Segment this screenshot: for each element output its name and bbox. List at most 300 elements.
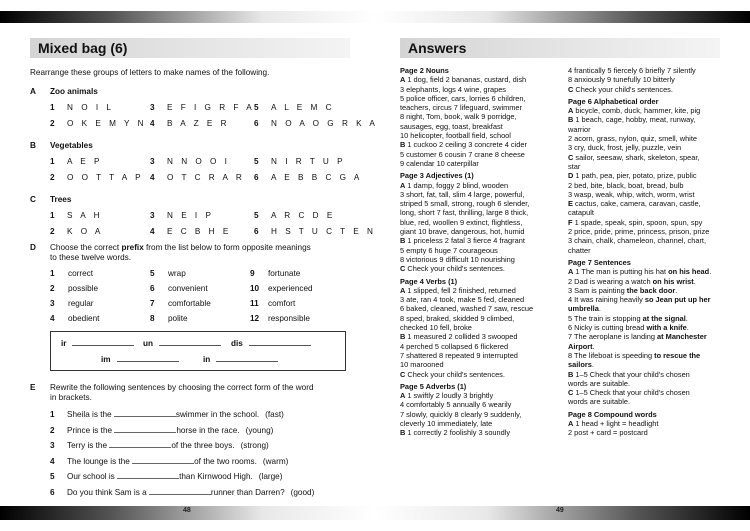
item-number: 6 — [254, 227, 259, 236]
answer-part-letter: C — [568, 84, 574, 94]
answer-part-letter: A — [568, 106, 574, 116]
answer-text: 8 victorious 9 difficult 10 nourishing — [400, 254, 515, 264]
answer-line — [400, 190, 556, 199]
answer-line — [568, 125, 720, 134]
answer-bold: so Jean put up her — [644, 295, 711, 305]
section-b — [30, 141, 363, 189]
answer-heading: Page 3 Adjectives (1) — [400, 171, 474, 181]
answer-text: 10 helicopter, football field, school — [400, 131, 511, 141]
answer-line — [568, 162, 720, 171]
answer-line — [568, 428, 720, 437]
sentence-start: Do you think Sam is a — [67, 487, 149, 497]
letters: O O T T A P — [67, 173, 144, 182]
answer-text: Check your child's sentences. — [405, 264, 505, 274]
answer-line — [400, 332, 556, 341]
answer-line — [400, 199, 556, 208]
answer-text: 5 empty 6 huge 7 courageous — [400, 245, 498, 255]
prefix-line — [249, 338, 311, 346]
answer-text: 4 perched 5 collapsed 6 flickered — [400, 341, 509, 351]
item-number: 5 — [50, 472, 55, 481]
answer-text: cleverly 10 immediately, late — [400, 418, 493, 428]
letters: N N O O I — [167, 157, 230, 166]
answer-text: long, short 7 fast, thrilling, large 8 thick, — [400, 208, 529, 218]
item-number: 4 — [50, 314, 55, 323]
letters: S A H — [67, 211, 103, 220]
answer-part-letter: C — [568, 152, 574, 162]
hint-word: (warm) — [262, 456, 289, 466]
instruction: Rewrite the following sentences by choosing the correct form of the word — [50, 383, 314, 392]
sentence-start: The lounge is the — [67, 456, 133, 466]
answer-text: 1 cuckoo 2 ceiling 3 concrete 4 cider — [405, 140, 527, 150]
item-number: 5 — [254, 157, 259, 166]
answer-text: 1 path, pea, pier, potato, prize, public — [573, 171, 697, 181]
answer-text: star — [568, 161, 581, 171]
answer-text: 4 comfortably 5 annually 6 wearily — [400, 400, 512, 410]
answer-heading: Page 2 Nouns — [400, 66, 449, 75]
answer-line — [568, 360, 720, 369]
answer-line — [568, 323, 720, 332]
answer-text: checked 10 fell, broke — [400, 323, 472, 333]
answer-heading: Page 6 Alphabetical order — [568, 96, 659, 106]
answer-line — [568, 267, 720, 276]
answer-line — [568, 106, 720, 115]
answer-bold: umbrella — [568, 304, 599, 314]
section-title: Vegetables — [50, 141, 93, 150]
answer-line — [400, 103, 556, 112]
item-number: 3 — [150, 103, 155, 112]
instruction-cont: in brackets. — [50, 393, 92, 402]
answer-line — [568, 419, 720, 428]
sentence-end: runner than Darren? — [210, 487, 285, 497]
prefix-dis — [231, 338, 311, 348]
answer-text: 6 Nicky is cutting bread — [568, 323, 647, 333]
bottom-bar — [0, 506, 750, 520]
item-number: 5 — [254, 211, 259, 220]
answer-part-letter: C — [400, 264, 406, 274]
answer-heading: Page 7 Sentences — [568, 257, 631, 267]
answer-line — [568, 342, 720, 351]
answer-part-letter: B — [400, 140, 406, 150]
word: possible — [68, 284, 99, 293]
answers-title: Answers — [408, 40, 467, 56]
prefix-line — [117, 354, 179, 362]
word: responsible — [268, 314, 310, 323]
answer-line — [400, 286, 556, 295]
letters: K O A — [67, 227, 104, 236]
answer-text: 8 The lifeboat is speeding — [568, 350, 655, 360]
section-letter: B — [30, 141, 36, 150]
item-number: 6 — [50, 487, 55, 497]
item-number: 3 — [50, 441, 55, 450]
section-c — [30, 195, 376, 243]
answer-bold: sailors — [568, 360, 592, 370]
sentence-start: Sheila is the — [67, 410, 114, 419]
answer-text: 1–5 Check that your child's chosen — [573, 388, 690, 398]
answer-part-letter: E — [568, 199, 573, 209]
answer-text: 1 swiftly 2 loudly 3 brightly — [405, 391, 494, 401]
item-number: 1 — [50, 211, 55, 220]
answer-line — [400, 419, 556, 428]
word: regular — [68, 299, 94, 308]
answer-line — [568, 75, 720, 84]
answer-part-letter: A — [400, 285, 406, 295]
answer-part-letter: B — [400, 428, 406, 438]
answer-line — [400, 295, 556, 304]
answer-blank — [109, 440, 171, 448]
item-number: 3 — [150, 211, 155, 220]
item-number: 10 — [250, 284, 260, 293]
answer-line — [568, 85, 720, 94]
sentence-end: of the two rooms. — [194, 456, 257, 466]
answer-part-letter: F — [568, 217, 573, 227]
sentence-start: Terry is the — [67, 441, 110, 450]
answer-part-letter: B — [400, 236, 406, 246]
item-number: 1 — [50, 269, 55, 278]
answer-text: 1 correctly 2 foolishly 3 soundly — [405, 428, 511, 438]
answer-text: 1 slipped, fell 2 finished, returned — [405, 285, 516, 295]
left-page — [30, 38, 378, 497]
section-a — [30, 87, 378, 135]
sentence-2 — [50, 425, 273, 435]
answer-text: 1 priceless 2 fatal 3 fierce 4 fragrant — [405, 236, 525, 246]
section-letter: A — [30, 87, 36, 96]
hint-word: (young) — [245, 425, 274, 435]
sentence-end: of the three boys. — [171, 441, 235, 450]
answer-bold: with a knife — [646, 323, 687, 333]
answer-line — [568, 66, 720, 75]
answer-text: words are suitable. — [568, 397, 631, 407]
item-number: 5 — [150, 269, 155, 278]
answer-line — [568, 379, 720, 388]
answer-line — [400, 342, 556, 351]
sentence-6 — [50, 487, 314, 497]
answer-part-letter: B — [400, 332, 406, 342]
answer-text: 3 chain, chalk, chameleon, channel, chart, — [568, 236, 707, 246]
answer-line — [400, 150, 556, 159]
prefix-line — [72, 338, 134, 346]
hint-word: (large) — [258, 472, 283, 481]
answer-text: 7 slowly, quickly 8 clearly 9 suddenly, — [400, 409, 522, 419]
answer-text: 1 dog, field 2 bananas, custard, dish — [405, 75, 527, 85]
letters: N O I L — [67, 103, 114, 112]
word: correct — [68, 269, 94, 278]
answer-text: 1 spade, speak, spin, spoon, spun, spy — [572, 217, 703, 227]
item-number: 2 — [50, 284, 55, 293]
answer-text: 2 price, pride, prime, princess, prison, prize — [568, 227, 710, 237]
answer-heading: Page 5 Adverbs (1) — [400, 381, 467, 391]
answer-text: 5 police officer, cars, lorries 6 children, — [400, 93, 526, 103]
letters: E C B H E — [167, 227, 232, 236]
answer-part-letter: A — [568, 418, 574, 428]
word: obedient — [68, 314, 100, 323]
answer-line — [400, 227, 556, 236]
answer-text: 1 damp, foggy 2 blind, wooden — [405, 180, 509, 190]
answer-line — [400, 323, 556, 332]
word: comfort — [268, 299, 296, 308]
answer-line — [400, 112, 556, 121]
word: polite — [168, 314, 188, 323]
answer-line — [400, 351, 556, 360]
answer-text: 2 bed, bite, black, boat, bread, bulb — [568, 180, 684, 190]
answer-blank — [117, 471, 179, 479]
section-letter: E — [30, 383, 36, 392]
answer-text: 7 The aeroplane is landing — [568, 332, 658, 342]
answer-part-letter: A — [400, 391, 406, 401]
section-letter: D — [30, 243, 36, 252]
mixed-bag-header — [30, 38, 350, 58]
answer-text: 8 night, Tom, book, walk 9 porridge, — [400, 112, 517, 122]
answer-line — [568, 277, 720, 286]
item-number: 12 — [250, 314, 260, 323]
answer-line — [568, 314, 720, 323]
letters: O T C R A R — [167, 173, 245, 182]
answer-line — [568, 199, 720, 208]
answer-text: cactus, cake, camera, caravan, castle, — [572, 199, 701, 209]
answer-blank — [132, 456, 194, 464]
answer-end: . — [709, 267, 712, 277]
answer-text: 3 elephants, logs 4 wine, grapes — [400, 84, 507, 94]
item-number: 1 — [50, 410, 55, 419]
answer-part-letter: C — [400, 369, 406, 379]
page-number-left: 48 — [183, 507, 191, 514]
section-letter: C — [30, 195, 36, 204]
answer-text: 3 wasp, weak, whip, witch, worm, wrist — [568, 189, 695, 199]
item-number: 4 — [150, 119, 155, 128]
answer-line — [400, 140, 556, 149]
answer-text: 3 ate, ran 4 took, make 5 fed, cleaned — [400, 295, 525, 305]
answer-text: 5 The train is stopping — [568, 313, 643, 323]
answer-line — [568, 295, 720, 304]
answer-text: Check your child's sentences. — [405, 369, 505, 379]
answer-line — [400, 208, 556, 217]
answer-line — [400, 391, 556, 400]
answers-header — [400, 38, 720, 58]
sentence-4 — [50, 456, 288, 466]
answer-line — [400, 400, 556, 409]
answer-bold: to rescue the — [654, 350, 701, 360]
answer-line — [568, 181, 720, 190]
sentence-start: Prince is the — [67, 425, 115, 435]
item-number: 2 — [50, 119, 55, 128]
answer-end: . — [685, 313, 688, 323]
answer-line — [400, 218, 556, 227]
prefix-text: un — [143, 339, 154, 348]
answer-text: blue, red, woollen 9 extinct, flightless, — [400, 217, 523, 227]
item-number: 7 — [150, 299, 155, 308]
answer-text: 1 measured 2 collided 3 swooped — [405, 332, 518, 342]
answer-part-letter: A — [400, 180, 406, 190]
answer-line — [568, 286, 720, 295]
word: experienced — [268, 284, 313, 293]
answer-bold: Airport — [568, 341, 593, 351]
word: convenient — [168, 284, 208, 293]
answer-line — [568, 370, 720, 379]
right-page — [400, 38, 720, 438]
item-number: 2 — [50, 227, 55, 236]
answer-text: Check your child's sentences. — [573, 84, 673, 94]
answer-line — [400, 314, 556, 323]
answer-line — [400, 236, 556, 245]
item-number: 6 — [254, 173, 259, 182]
word: wrap — [168, 269, 186, 278]
letters: N O A O G R K A — [271, 119, 378, 128]
item-number: 9 — [250, 269, 255, 278]
answer-text: catapult — [568, 208, 594, 218]
answer-bold: on his wrist — [652, 276, 694, 286]
answer-line — [400, 94, 556, 103]
answer-line — [400, 75, 556, 84]
answer-line — [568, 171, 720, 180]
hint-word: (strong) — [240, 441, 269, 450]
hint-word: (fast) — [265, 410, 284, 419]
answer-text: words are suitable. — [568, 378, 631, 388]
item-number: 2 — [50, 425, 55, 435]
item-number: 6 — [150, 284, 155, 293]
answer-line — [568, 115, 720, 124]
answer-line — [400, 159, 556, 168]
intro-text: Rearrange these groups of letters to make names of the following. — [30, 68, 270, 77]
answers-column-1 — [400, 66, 556, 438]
answer-text: 6 baked, cleaned, washed 7 saw, rescue — [400, 304, 534, 314]
answer-text: warrior — [568, 124, 591, 134]
answer-line — [568, 351, 720, 360]
answer-part-letter: A — [568, 267, 574, 277]
prefix-line — [159, 338, 221, 346]
answer-line — [568, 304, 720, 313]
item-number: 1 — [50, 103, 55, 112]
item-number: 11 — [250, 299, 259, 308]
answer-text: giant 10 brave, dangerous, hot, humid — [400, 227, 525, 237]
answer-text: 10 marooned — [400, 360, 444, 370]
section-title: Zoo animals — [50, 87, 98, 96]
answer-text: 5 customer 6 cousin 7 crane 8 cheese — [400, 149, 525, 159]
prefix-text: im — [101, 355, 111, 364]
item-number: 3 — [150, 157, 155, 166]
sentence-3 — [50, 440, 269, 450]
answer-text: chatter — [568, 245, 591, 255]
answer-text: bicycle, comb, duck, hammer, kite, pig — [573, 106, 701, 116]
answer-text: 4 It was raining heavily — [568, 295, 645, 305]
answer-text: 1 beach, cage, hobby, meat, runway, — [573, 115, 696, 125]
instruction-bold: prefix — [121, 243, 144, 252]
word: fortunate — [268, 269, 301, 278]
answer-end: . — [693, 276, 696, 286]
answer-part-letter: B — [568, 115, 574, 125]
prefix-text: dis — [231, 339, 243, 348]
instruction-part: Choose the correct — [50, 243, 122, 252]
letters: A L E M C — [271, 103, 335, 112]
item-number: 8 — [150, 314, 155, 323]
letters: E F I G R F A — [167, 103, 255, 112]
answer-blank — [114, 409, 176, 417]
answer-part-letter: C — [568, 388, 574, 398]
answer-line — [568, 246, 720, 255]
answer-end: . — [675, 285, 678, 295]
prefix-text: ir — [61, 339, 67, 348]
answer-bold: the back door — [626, 285, 676, 295]
answer-text: sausages, egg, toast, breakfast — [400, 121, 503, 131]
answer-line — [568, 208, 720, 217]
top-bar — [0, 11, 750, 23]
answer-line — [400, 360, 556, 369]
answer-text: 3 short, fat, tall, slim 4 large, powerful, — [400, 189, 525, 199]
item-number: 4 — [150, 173, 155, 182]
prefix-text: in — [203, 355, 211, 364]
item-number: 1 — [50, 157, 55, 166]
answer-text: 3 Sam is painting — [568, 285, 627, 295]
prefix-un — [143, 338, 221, 348]
answer-part-letter: B — [568, 369, 574, 379]
answer-end: . — [591, 360, 594, 370]
answer-line — [400, 264, 556, 273]
letters: A E P — [67, 157, 103, 166]
answer-text: 1 The man is putting his hat — [573, 267, 669, 277]
answer-text: 3 cry, duck, frost, jelly, puzzle, vein — [568, 143, 682, 153]
letters: H S T U C T E N — [271, 227, 376, 236]
answer-text: 1–5 Check that your child's chosen — [573, 369, 690, 379]
item-number: 3 — [50, 299, 55, 308]
answer-line — [400, 255, 556, 264]
letters: A E B B C G A — [271, 173, 363, 182]
answer-blank — [149, 487, 211, 495]
prefix-im — [101, 354, 179, 364]
answer-line — [568, 388, 720, 397]
answer-bold: on his head — [668, 267, 710, 277]
answer-line — [568, 332, 720, 341]
answer-line — [400, 304, 556, 313]
instruction — [50, 243, 311, 252]
page-title: Mixed bag (6) — [38, 40, 128, 56]
answer-line — [400, 410, 556, 419]
instruction-part: from the list below to form opposite meanings — [143, 243, 311, 252]
instruction-cont: to these twelve words. — [50, 253, 132, 262]
item-number: 6 — [254, 119, 259, 128]
answer-heading: Page 4 Verbs (1) — [400, 276, 458, 286]
answer-line — [400, 85, 556, 94]
sentence-start: Our school is — [67, 472, 118, 481]
sentence-end: horse in the race. — [176, 425, 240, 435]
prefix-box — [50, 331, 346, 371]
answer-line — [568, 218, 720, 227]
sentence-5 — [50, 471, 282, 481]
answer-line — [568, 190, 720, 199]
letters: A R C D E — [271, 211, 336, 220]
answer-end: . — [686, 323, 689, 333]
answer-text: 8 anxiously 9 tunefully 10 bitterly — [568, 75, 675, 85]
answer-text: 2 Dad is wearing a watch — [568, 276, 653, 286]
item-number: 4 — [150, 227, 155, 236]
sentence-end: swimmer in the school. — [175, 410, 260, 419]
answer-line — [400, 131, 556, 140]
answer-text: 9 calendar 10 caterpillar — [400, 158, 479, 168]
answer-line — [400, 122, 556, 131]
answer-blank — [114, 425, 176, 433]
answer-text: striped 5 small, strong, rough 6 slender, — [400, 199, 530, 209]
item-number: 5 — [254, 103, 259, 112]
answer-line — [400, 181, 556, 190]
answer-part-letter: D — [568, 171, 574, 181]
section-title: Trees — [50, 195, 72, 204]
answer-text: teachers, circus 7 lifeguard, swimmer — [400, 103, 522, 113]
answer-line — [400, 428, 556, 437]
letters: B A Z E R — [167, 119, 230, 128]
answer-line — [568, 397, 720, 406]
answers-column-2 — [568, 66, 720, 438]
answer-bold: at the signal — [642, 313, 686, 323]
answer-text: 7 shattered 8 repeated 9 interrupted — [400, 350, 518, 360]
hint-word: (good) — [290, 487, 315, 497]
answer-bold: at Manchester — [657, 332, 707, 342]
